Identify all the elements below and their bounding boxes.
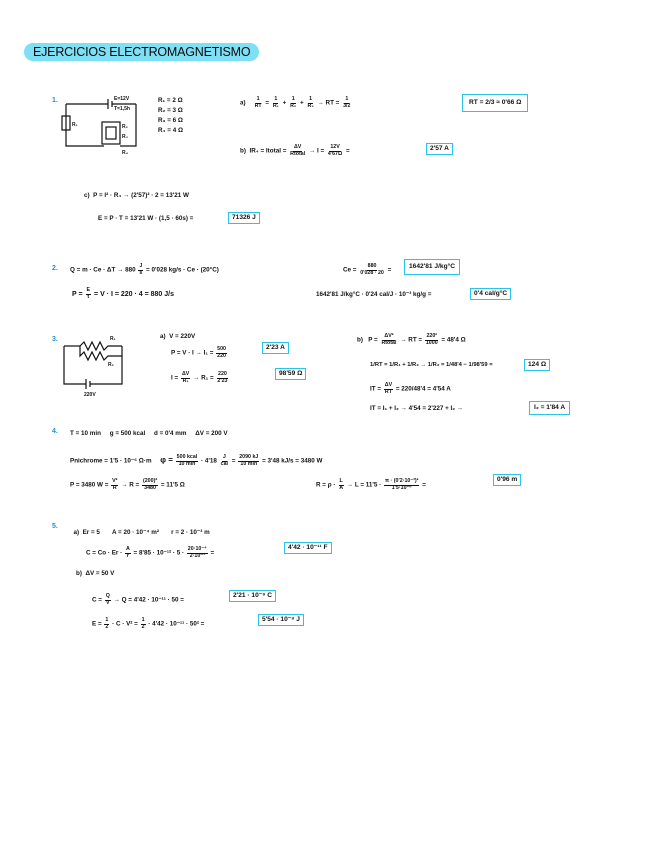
ex2-line3: 1642'81 J/kg°C · 0'24 cal/J · 10⁻³ kg/g = <box>316 291 432 298</box>
ex5-b-answer-box-2: 5'54 · 10⁻⁸ J <box>258 614 304 626</box>
ex3-a-label: a) V = 220V <box>160 333 196 340</box>
ex4-data: T = 10 min g = 500 kcal d = 0'4 mm ΔV = 200 V <box>70 430 228 437</box>
ex1-c-line1: c) P = I² · R₄ → (2'57)² · 2 = 13'21 W <box>84 192 189 199</box>
ex4-line3: R = ρ · $\frac{L}{A}$ → L = 11'5 · $\frac{\text{π · (0'2·10⁻³)²}}{\text{1'5·10⁻⁶}}$ = <box>316 478 426 491</box>
ex1-data-r1: R₁ = 2 Ω <box>158 97 183 104</box>
r2-label: R₂ <box>122 124 128 130</box>
r2-label: R₂ <box>108 362 114 368</box>
ex4-line2: P = 3480 W = $\frac{\text{V²}}{R}$ → R = $\frac{\text{(200)²}}{3480}$ = 11'5 Ω <box>70 478 185 491</box>
r4-label: R₄ <box>122 150 128 156</box>
ex3-a-answer-box-1: 2'23 A <box>262 342 289 354</box>
ex1-c-line2: E = P · T = 13'21 W · (1,5 · 60s) = <box>98 215 194 222</box>
ex1-a-frac-result: $\frac{1}{3/2}$ <box>343 96 351 109</box>
ex5-b-energy: E = $\frac{1}{2}$ · C · V² = $\frac{1}{2}$ · 4'42 · 10⁻¹¹ · 50² = <box>92 617 205 630</box>
exercise-4-number: 4. <box>52 428 58 435</box>
exercise-2-number: 2. <box>52 265 58 272</box>
ex1-a-label: a) <box>240 99 246 107</box>
exercise-3-circuit <box>62 332 132 400</box>
ex2-line3-answer-box: 0'4 cal/g°C <box>470 288 511 300</box>
ex1-b-answer-box: 2'57 A <box>426 143 453 155</box>
battery-label: E=12V <box>114 96 130 102</box>
battery-label: 220V <box>84 392 96 398</box>
ex1-a-frac-r1: $\frac{1}{\text{R₁}}$ <box>272 96 279 109</box>
ex5-a-answer-box: 4'42 · 10⁻¹¹ F <box>284 542 332 554</box>
ex5-a-capacitance: C = Co · Er · $\frac{A}{r}$ = 8'85 · 10⁻¹² · 5 · $\frac{\text{20·10⁻⁴}}{\text{2·10⁻³}}$ = <box>86 546 215 559</box>
ex3-a-answer-box-2: 98'59 Ω <box>275 368 306 380</box>
ex5-b-charge: C = $\frac{Q}{V}$ → Q = 4'42 · 10⁻¹¹ · 50 = <box>92 593 184 606</box>
ex1-data-r2: R₂ = 3 Ω <box>158 107 183 114</box>
ex2-line2: P = $\frac{E}{t}$ = V · I = 220 · 4 = 880 J/s <box>72 287 175 300</box>
ex1-data-r4: R₄ = 4 Ω <box>158 127 184 134</box>
ex1-a-answer-box: RT = 2/3 ≈ 0'66 Ω <box>462 94 528 112</box>
ex1-a-frac-r3: $\frac{1}{\text{R₃}}$ <box>307 96 314 109</box>
ex5-a-data: a) Er = 5 A = 20 · 10⁻⁴ m² r = 2 · 10⁻³ m <box>73 529 210 537</box>
exercise-1-circuit <box>60 94 150 154</box>
ex2-ce-answer-box: 1642'81 J/kg°C <box>404 259 460 275</box>
ex1-a-frac-r2: $\frac{1}{\text{R₂}}$ <box>290 96 297 109</box>
r3-label: R₃ <box>122 134 128 140</box>
r1-label: R₁ <box>72 122 78 128</box>
ex3-b-current: IT = $\frac{\Delta V}{RT}$ = 220/48'4 = 4'54 A <box>370 382 451 395</box>
ex1-a-equation: a) $\frac{1}{RT}$ = $\frac{1}{\text{R₁}}$ + $\frac{1}{\text{R₂}}$ + $\frac{1}{\text{R₃}}$ → RT = $\frac{1}{3/2}$ <box>240 96 351 109</box>
battery-time-label: T=1,5h <box>114 106 130 112</box>
ex3-b-answer-box-1: 124 Ω <box>524 359 550 371</box>
ex3-a-power: P = V · I → I₁ = $\frac{500}{220}$ <box>171 346 226 359</box>
ex1-b-equation: b) IR₄ = Itotal = $\frac{\Delta V}{\text{Rtotal}}$ → I = $\frac{12V}{4'67\Omega}$ = <box>240 144 350 157</box>
ex3-b-sum: IT = I₁ + I₂ → 4'54 = 2'227 + I₂ → <box>370 405 464 412</box>
ex2-line1: Q = m · Ce · ΔT → 880 $\frac{J}{s}$ = 0'028 kg/s · Ce · (20°C) <box>70 263 219 276</box>
ex1-data-r3: R₃ = 6 Ω <box>158 117 183 124</box>
ex1-a-frac-rt: $\frac{1}{RT}$ <box>254 96 262 109</box>
exercise-5-number: 5. <box>52 523 58 530</box>
ex1-c-answer-box: 71326 J <box>228 212 260 224</box>
exercise-1-number: 1. <box>52 97 58 104</box>
ex5-b-voltage: b) ΔV = 50 V <box>76 570 115 577</box>
ex3-b-answer-box-2: I₂ = 1'84 A <box>529 401 570 415</box>
page-title: EJERCICIOS ELECTROMAGNETISMO <box>24 43 259 61</box>
ex3-a-resistance: I = $\frac{\Delta V}{\text{R₁}}$ → R₁ = $\frac{220}{2'23}$ <box>171 371 228 384</box>
ex3-b-parallel: 1/RT = 1/R₁ + 1/R₂ → 1/R₂ = 1/48'4 − 1/98'59 = <box>370 362 493 368</box>
exercise-3-number: 3. <box>52 336 58 343</box>
r1-label: R₁ <box>110 336 116 342</box>
ex4-answer-box: 0'96 m <box>493 474 521 486</box>
ex3-b-power: b) P = $\frac{\text{ΔV²}}{\text{Rtotal}}$ → RT = $\frac{\text{220²}}{1000}$ = 48'4 Ω <box>357 333 466 346</box>
ex4-line1: Pnichrome = 1'5 · 10⁻⁶ Ω·m φ = $\frac{\text{500 kcal}}{10 \min}$ · 4'18 $\frac{J}{\text{cal}}$ = $\frac{2090 kJ}{10 \min}$ = 3'48 kJ/s = 3480 W <box>70 454 323 467</box>
ex5-b-answer-box-1: 2'21 · 10⁻⁹ C <box>229 590 276 602</box>
ex2-ce-equation: Ce = $\frac{880}{0'028 \cdot 20}$ = <box>343 263 392 276</box>
